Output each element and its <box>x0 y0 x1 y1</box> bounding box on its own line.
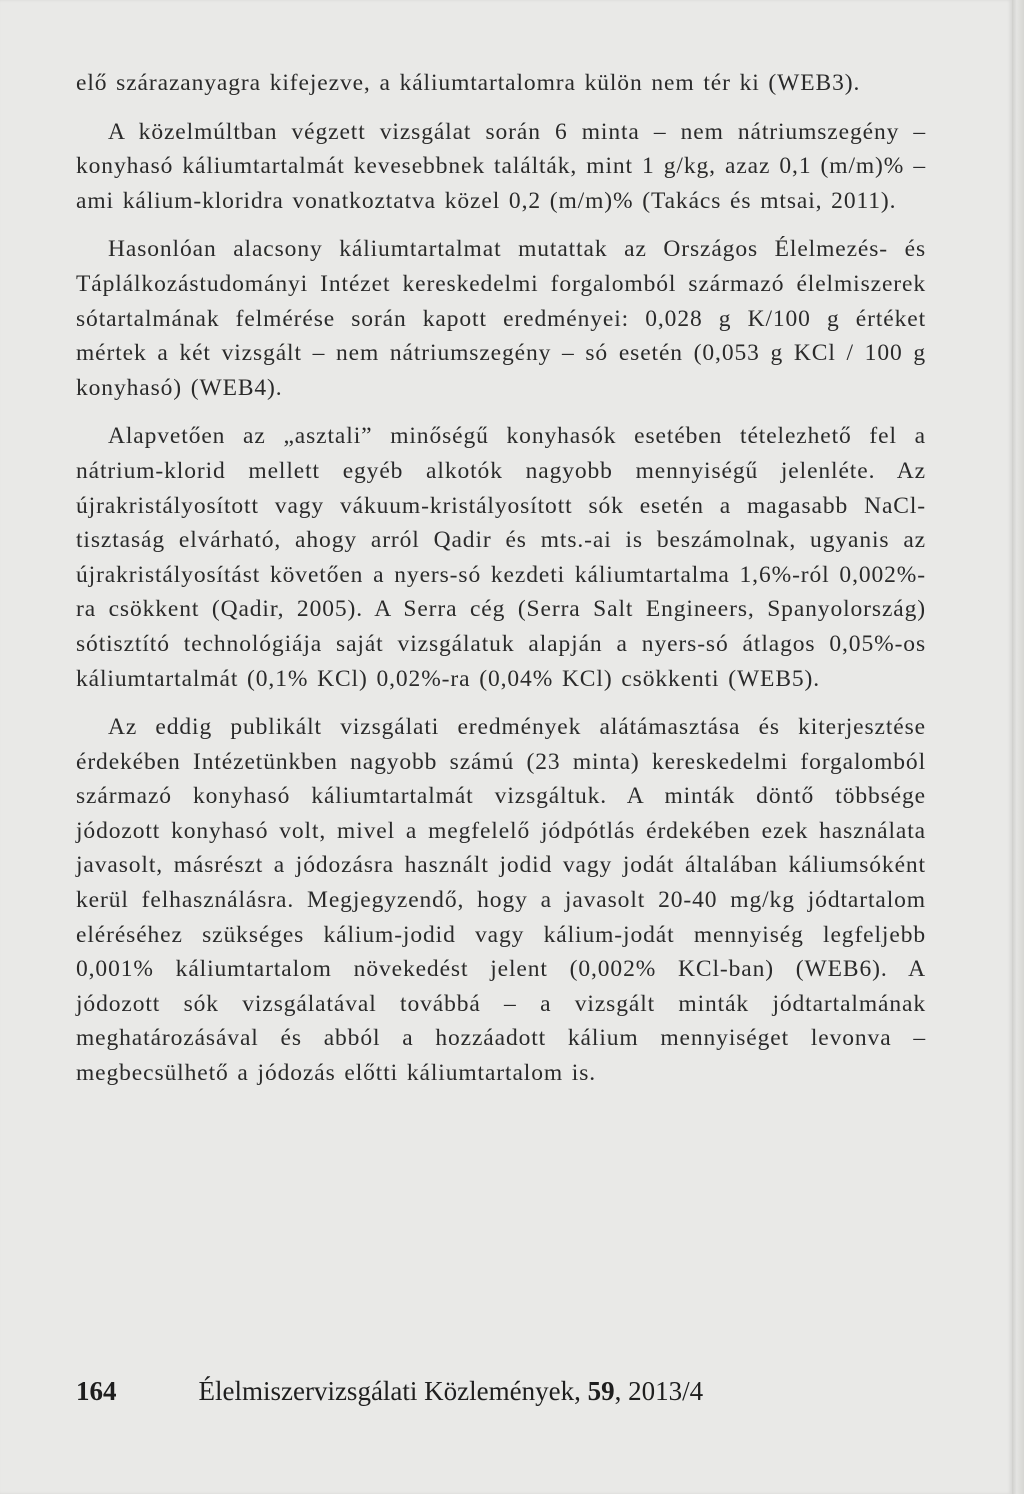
journal-title: Élelmiszervizsgálati Közlemények, <box>198 1376 588 1406</box>
paragraph: Az eddig publikált vizsgálati eredmények alátámasztása és kiterjesztése érdekében Intézetünkben nagyobb számú (23 minta) kereskedelmi forgalomból származó konyhasó káliumtartalmát vizsgáltuk. A minták döntő többsége jódozott konyhasó volt, mivel a megfelelő jódpótlás érdekében ezek használata javasolt, másrészt a jódozásra használt jodid vagy jodát általában káliumsóként kerül felhasználásra. Megjegyzendő, hogy a javasolt 20-40 mg/kg jódtartalom eléréséhez szükséges kálium-jodid vagy kálium-jodát mennyiség legfeljebb 0,001% káliumtartalom növekedést jelent (0,002% KCl-ban) (WEB6). A jódozott sók vizsgálatával továbbá – a vizsgált minták jódtartalmának meghatározásával és abból a hozzáadott kálium mennyiséget levonva – megbecsülhető a jódozás előtti káliumtartalom is. <box>76 714 926 1087</box>
page-edge <box>1012 0 1024 1494</box>
body-text <box>76 66 926 1105</box>
journal-volume: 59 <box>587 1376 615 1406</box>
paragraph: A közelmúltban végzett vizsgálat során 6 minta – nem nátriumszegény – konyhasó káliumtartalmát kevesebbnek találták, mint 1 g/kg, azaz 0,1 (m/m)% – ami kálium-kloridra vonatkoztatva közel 0,2 (m/m)% (Takács és mtsai, 2011). <box>76 118 926 214</box>
paragraph: Hasonlóan alacsony káliumtartalmat mutattak az Országos Élelmezés- és Táplálkozástudományi Intézet kereskedelmi forgalomból származó élelmiszerek sótartalmának felmérése során kapott eredményei: 0,028 g K/100 g értéket mértek a két vizsgált – nem nátriumszegény – só esetén (0,053 g KCl / 100 g konyhasó) (WEB4). <box>76 236 926 401</box>
page-footer <box>76 1376 703 1407</box>
journal-issue: , 2013/4 <box>614 1376 704 1406</box>
paragraph: Alapvetően az „asztali” minőségű konyhasók esetében tételezhető fel a nátrium-klorid mellett egyéb alkotók nagyobb mennyiségű jelenléte. Az újrakristályosított vagy vákuum-kristályosított sók esetén a magasabb NaCl-tisztaság elvárható, ahogy arról Qadir és mts.-ai is beszámolnak, ugyanis az újrakristályosítást követően a nyers-só kezdeti káliumtartalma 1,6%-ról 0,002%-ra csökkent (Qadir, 2005). A Serra cég (Serra Salt Engineers, Spanyolország) sótisztító technológiája saját vizsgálatuk alapján a nyers-só átlagos 0,05%-os káliumtartalmát (0,1% KCl) 0,02%-ra (0,04% KCl) csökkenti (WEB5). <box>76 423 926 692</box>
paragraph-continuation: elő szárazanyagra kifejezve, a káliumtartalomra külön nem tér ki (WEB3). <box>76 70 861 96</box>
page-number: 164 <box>76 1376 117 1406</box>
